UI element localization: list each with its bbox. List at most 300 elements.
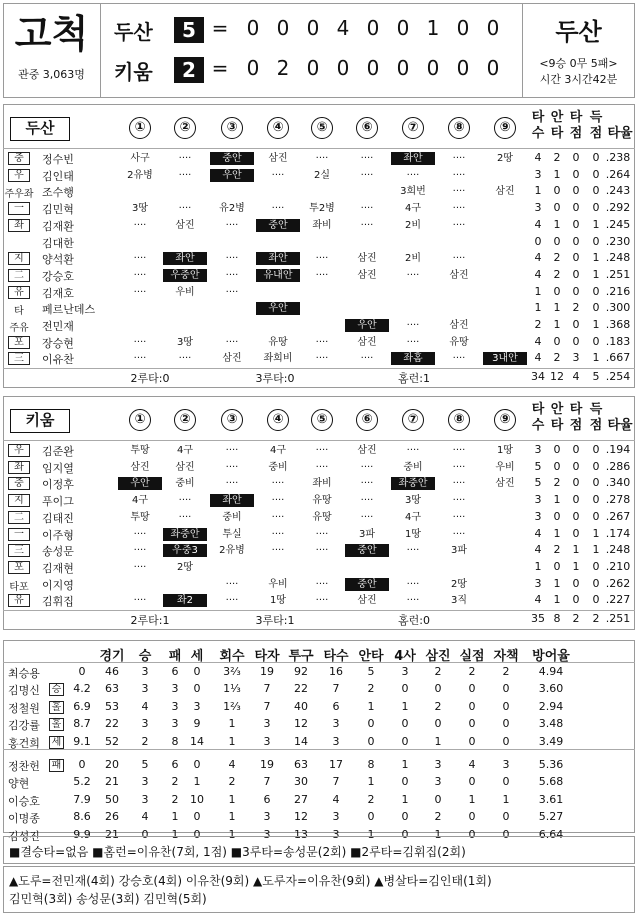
pitching-stat: 4 [332,792,340,806]
at-bat-result: 2비 [404,219,422,231]
inning-header: ⑦ [402,117,424,139]
pitching-header: 안타 [358,649,384,664]
pitching-stat: 0 [468,827,476,841]
pitching-stat: 1 [367,699,375,713]
position-badge: 우 [8,444,30,457]
position-badge: 三 [8,544,30,557]
player-name: 김민혁 [42,203,74,217]
batting-stat: 0 [553,234,561,248]
pitching-stat: 1 [367,775,375,789]
batting-stat: 2 [553,267,561,281]
at-bat-result: ···· [315,253,329,265]
team-record: <9승 0무 5패> [539,57,618,70]
team-name: 키움 [114,60,153,84]
position-badge: 유 [8,594,30,607]
batting-stat: 0 [534,234,542,248]
prior-era: 0 [78,758,86,771]
pitching-stat: 52 [105,734,119,748]
batting-stat: 0 [553,184,561,198]
pitching-stat: 0 [141,827,149,841]
pitching-stat: 3 [141,775,149,789]
pitching-stat: 2.94 [538,699,564,713]
position-badge: 유 [8,286,30,299]
at-bat-result: 1땅 [496,445,514,456]
team-total: 35 [531,612,545,625]
at-bat-result: 삼진 [175,219,195,231]
stat-header-top: 안 [550,402,564,417]
at-bat-result: 3땅 [176,336,194,348]
at-bat-result: 2유병 [127,169,153,181]
pitching-header: 승 [138,649,152,664]
batting-stat: 3 [534,509,542,523]
stadium-name: 고척 [14,12,89,56]
pitcher-name: 이승호 [8,794,40,808]
at-bat-result: ···· [133,286,147,298]
at-bat-result: 투2병 [309,203,335,215]
batting-average: .194 [605,443,631,456]
batting-stat: 1 [572,559,580,573]
stat-header-top: 득 [589,402,603,417]
batting-stat: 4 [534,151,542,164]
pitching-stat: 0 [434,717,442,731]
at-bat-result: 우중안 [163,269,207,282]
batting-stat: 0 [592,509,600,523]
at-bat-result: 우비 [268,578,288,590]
inning-header: ③ [221,409,243,431]
position-badge: 一 [8,528,30,541]
at-bat-result: 3내안 [483,352,527,365]
at-bat-result: 투땅 [130,511,150,523]
team-total-score: 2 [174,57,204,83]
pitching-stat: 1⅓ [223,682,241,696]
at-bat-result: 투실 [222,528,242,540]
at-bat-result: 사구 [130,153,150,164]
pitching-stat: 30 [294,775,308,789]
stat-header-top: 득 [589,110,603,125]
pitching-stat: 0 [193,810,201,824]
player-name: 이유찬 [42,353,74,367]
at-bat-result: 우안 [345,319,389,332]
inning-score: 0 [396,56,410,80]
at-bat-result: ···· [452,219,466,231]
at-bat-result: ···· [178,203,192,215]
player-name: 김재환 [42,219,74,233]
pitching-stat: 0 [434,682,442,696]
batting-average: .174 [605,526,631,540]
pitching-header-divider [3,662,635,663]
at-bat-result: 삼진 [222,353,242,365]
at-bat-result: 2실 [313,169,331,181]
team-total: 34 [531,370,545,384]
position-badge: 중 [8,477,30,490]
batting-stat: 0 [592,476,600,490]
player-name: 푸이그 [42,495,74,509]
batting-stat: 4 [534,526,542,540]
at-bat-result: ···· [406,269,420,281]
batting-average: .248 [605,543,631,557]
at-bat-result: ···· [452,253,466,265]
batting-stat: 1 [534,184,542,198]
batting-stat: 0 [553,201,561,215]
prior-era: 5.2 [73,775,91,789]
pitching-stat: 1 [228,734,236,748]
pitching-stat: 3 [263,827,271,841]
pitching-stat: 6.64 [538,827,564,841]
pitching-stat: 1 [434,734,442,748]
batting-average: .245 [605,217,631,231]
inning-score: 0 [276,16,290,40]
pitching-header: 투구 [288,649,314,664]
header-divider [3,440,635,441]
pitching-stat: 3 [141,665,149,678]
inning-score: 0 [426,56,440,80]
at-bat-result: ···· [178,495,192,507]
at-bat-result: 삼진 [449,320,469,331]
pitching-stat: 1 [228,827,236,841]
at-bat-result: ···· [271,203,285,215]
prior-era: 4.2 [73,682,91,696]
at-bat-result: 삼진 [357,269,377,281]
inning-header: ⑦ [402,409,424,431]
player-name: 이정후 [42,478,74,492]
inning-score: 0 [366,16,380,40]
at-bat-result: ···· [271,511,285,523]
pitching-stat: 0 [367,810,375,824]
stat-header-top: 안 [550,110,564,125]
at-bat-result: ···· [271,545,285,557]
batting-stat: 1 [553,576,561,590]
stat-header-top: 타 [569,110,583,125]
stat-header-bottom: 점 [589,418,603,433]
at-bat-result: ···· [133,545,147,557]
pitching-stat: 1 [171,827,179,841]
inning-score: 0 [456,16,470,40]
extra-base-summary: 2루타:1 [130,614,170,627]
at-bat-result: ···· [452,495,466,507]
team-label: 키움 [10,409,70,433]
at-bat-result: 좌비 [312,219,332,231]
pitching-stat: 19 [260,758,274,771]
pitching-stat: 0 [468,682,476,696]
pitching-header: 삼진 [425,649,451,664]
pitching-stat: 21 [105,827,119,841]
batting-stat: 1 [592,267,600,281]
at-bat-result: 3직 [450,595,468,607]
at-bat-result: 삼진 [357,595,377,607]
pitching-stat: 6 [171,665,179,678]
at-bat-result: ···· [360,511,374,523]
pitching-stat: 6 [263,792,271,806]
batting-stat: 5 [534,459,542,473]
at-bat-result: ···· [452,461,466,473]
batting-stat: 4 [534,334,542,348]
batting-average: .230 [605,234,631,248]
pitching-stat: 0 [401,775,409,789]
batting-stat: 1 [592,543,600,557]
inning-header: ⑤ [311,117,333,139]
team-total-score: 5 [174,17,204,43]
pitcher-name: 김강률 [8,719,40,733]
pitching-stat: 13 [294,827,308,841]
team-total: 12 [550,370,564,384]
batting-stat: 0 [572,167,580,181]
batting-stat: 1 [592,318,600,331]
batting-stat: 0 [572,234,580,248]
player-name: 이주형 [42,528,74,542]
team-label: 두산 [10,117,70,141]
batting-stat: 3 [534,576,542,590]
decision-badge: 패 [49,759,64,772]
pitching-stat: 3.49 [538,734,564,748]
pitching-stat: 0 [401,810,409,824]
inning-score: 0 [306,56,320,80]
at-bat-result: ···· [360,219,374,231]
stat-header-bottom: 점 [589,126,603,141]
position-label: 주우좌 [4,189,34,201]
pitching-stat: 14 [294,734,308,748]
inning-header: ⑧ [448,117,470,139]
pitching-stat: 5.68 [538,775,564,789]
batting-average: .340 [605,476,631,490]
at-bat-result: 3파 [450,545,468,557]
batting-stat: 0 [592,576,600,590]
pitching-header: 자책 [493,649,519,664]
pitching-stat: 12 [294,810,308,824]
batting-stat: 1 [592,251,600,265]
batting-average: .238 [605,151,631,164]
avg-header: 타율 [607,418,633,433]
at-bat-result: ···· [133,336,147,348]
batting-stat: 0 [592,559,600,573]
batting-average: .210 [605,559,631,573]
at-bat-result: 중비 [268,461,288,473]
at-bat-result: 삼진 [357,336,377,348]
position-label: 타 [14,306,24,318]
pitching-stat: 1 [401,792,409,806]
pitching-stat: 0 [193,665,201,678]
batting-average: .251 [605,267,631,281]
pitching-stat: 1 [401,699,409,713]
pitching-stat: 3 [171,717,179,731]
pitching-stat: 21 [105,775,119,789]
pitching-stat: 7 [332,775,340,789]
player-name: 장승현 [42,336,74,350]
team-total: 8 [553,612,561,625]
at-bat-result: ···· [315,595,329,607]
player-name: 임지열 [42,461,74,475]
team-total: 5 [592,370,600,384]
at-bat-result: 우안 [210,169,254,182]
inning-header: ④ [267,409,289,431]
player-name: 조수행 [42,186,74,200]
inning-header: ⑥ [356,409,378,431]
pitching-stat: 10 [190,792,204,806]
decision-badge: 홀 [49,718,64,731]
at-bat-result: ···· [452,169,466,181]
pitching-stat: 3 [171,699,179,713]
at-bat-result: 삼진 [449,269,469,281]
at-bat-result: ···· [360,495,374,507]
inning-header: ⑨ [494,117,516,139]
at-bat-result: 4구 [404,511,422,523]
pitching-stat: 4 [141,699,149,713]
at-bat-result: 중안 [345,544,389,557]
pitching-stat: 0 [502,699,510,713]
attendance: 관중 3,063명 [18,68,85,81]
batting-stat: 4 [534,351,542,365]
team-total: 2 [572,612,580,625]
batting-stat: 4 [534,251,542,265]
pitching-stat: 3⅔ [223,665,241,678]
equals-sign: = [211,16,229,40]
at-bat-result: ···· [360,353,374,365]
at-bat-result: 투땅 [130,445,150,456]
at-bat-result: ···· [452,186,466,198]
batting-stat: 1 [553,318,561,331]
pitching-stat: 8 [367,758,375,771]
at-bat-result: ···· [406,595,420,607]
pitching-stat: 63 [105,682,119,696]
at-bat-result: ···· [315,445,329,456]
prior-era: 9.9 [73,827,91,841]
batting-stat: 0 [553,334,561,348]
pitching-stat: 0 [502,775,510,789]
batting-stat: 0 [592,167,600,181]
pitching-stat: 5 [141,758,149,771]
inning-score: 0 [306,16,320,40]
pitcher-name: 이명종 [8,812,40,826]
pitching-stat: 2 [228,775,236,789]
batting-stat: 2 [553,251,561,265]
player-name: 김인태 [42,169,74,183]
at-bat-result: ···· [271,495,285,507]
at-bat-result: 중비 [222,511,242,523]
pitching-header: 방어율 [532,649,570,664]
pitching-stat: 7 [332,682,340,696]
at-bat-result: 좌안 [391,152,435,165]
at-bat-result: 유내안 [256,269,300,282]
at-bat-result: ···· [133,253,147,265]
at-bat-result: 유땅 [449,336,469,348]
batting-stat: 0 [553,443,561,456]
pitching-stat: 3 [171,682,179,696]
equals-sign: = [211,56,229,80]
pitching-stat: 1 [193,775,201,789]
at-bat-result: ···· [360,203,374,215]
position-badge: 포 [8,561,30,574]
position-badge: 三 [8,352,30,365]
pitching-stat: 0 [468,810,476,824]
pitching-stat: 14 [190,734,204,748]
inning-header: ② [174,409,196,431]
team-average: .251 [605,612,631,625]
pitcher-name: 홍건희 [8,736,40,750]
at-bat-result: 2땅 [496,153,514,164]
extra-base-summary: 홈런:1 [398,372,430,386]
batting-stat: 1 [553,593,561,607]
inning-header: ③ [221,117,243,139]
pitching-stat: 4 [468,758,476,771]
batting-stat: 0 [572,217,580,231]
at-bat-result: 삼진 [357,445,377,456]
pitching-stat: 3 [332,717,340,731]
at-bat-result: 삼진 [357,253,377,265]
at-bat-result: ···· [452,203,466,215]
at-bat-result: 좌안 [163,252,207,265]
pitching-stat: 2 [434,665,442,678]
batting-stat: 2 [572,301,580,315]
at-bat-result: 우비 [175,286,195,298]
batting-stat: 0 [572,476,580,490]
player-name: 송성문 [42,545,74,559]
batting-stat: 0 [572,459,580,473]
pitching-stat: 2 [171,792,179,806]
player-name: 양석환 [42,253,74,267]
at-bat-result: 좌중안 [163,528,207,541]
inning-score: 0 [486,16,500,40]
at-bat-result: ···· [225,219,239,231]
position-badge: 지 [8,494,30,507]
inning-header: ⑤ [311,409,333,431]
pitching-stat: 1 [228,717,236,731]
batting-stat: 4 [534,593,542,607]
pitching-stat: 0 [502,810,510,824]
pitching-stat: 63 [294,758,308,771]
at-bat-result: ···· [133,353,147,365]
notes-line-3: 김민혁(3회) 송성문(3회) 김민혁(5회) [9,892,207,906]
pitching-stat: 27 [294,792,308,806]
batting-stat: 0 [592,334,600,348]
pitching-stat: 5.27 [538,810,564,824]
at-bat-result: 중안 [210,152,254,165]
inning-score: 0 [396,16,410,40]
pitching-stat: 6 [332,699,340,713]
at-bat-result: 우안 [118,477,162,490]
position-label: 주유 [9,323,29,334]
pitching-stat: 8 [171,734,179,748]
batting-stat: 0 [592,443,600,456]
pitching-stat: 3 [141,792,149,806]
at-bat-result: 중안 [256,219,300,232]
at-bat-result: ···· [315,269,329,281]
pitching-header: 패 [168,649,182,664]
at-bat-result: ···· [406,336,420,348]
batting-stat: 3 [534,493,542,507]
batting-stat: 1 [534,559,542,573]
pitching-header: 세 [190,649,204,664]
batting-stat: 1 [553,526,561,540]
at-bat-result: ···· [406,320,420,331]
at-bat-result: ···· [133,561,147,573]
position-badge: 우 [8,169,30,182]
batting-stat: 2 [553,151,561,164]
at-bat-result: 4구 [269,445,287,456]
prior-era: 9.1 [73,734,91,748]
player-name: 김태진 [42,511,74,525]
pitching-stat: 3 [502,758,510,771]
at-bat-result: ···· [315,461,329,473]
pitching-stat: 53 [105,699,119,713]
pitching-stat: 12 [294,717,308,731]
at-bat-result: 유땅 [312,495,332,507]
at-bat-result: ···· [315,578,329,590]
stat-header-bottom: 점 [569,418,583,433]
batting-stat: 1 [553,301,561,315]
pitching-stat: 0 [401,734,409,748]
at-bat-result: 좌2 [163,594,207,607]
pitching-header: 경기 [99,649,125,664]
at-bat-result: 중비 [175,478,195,490]
